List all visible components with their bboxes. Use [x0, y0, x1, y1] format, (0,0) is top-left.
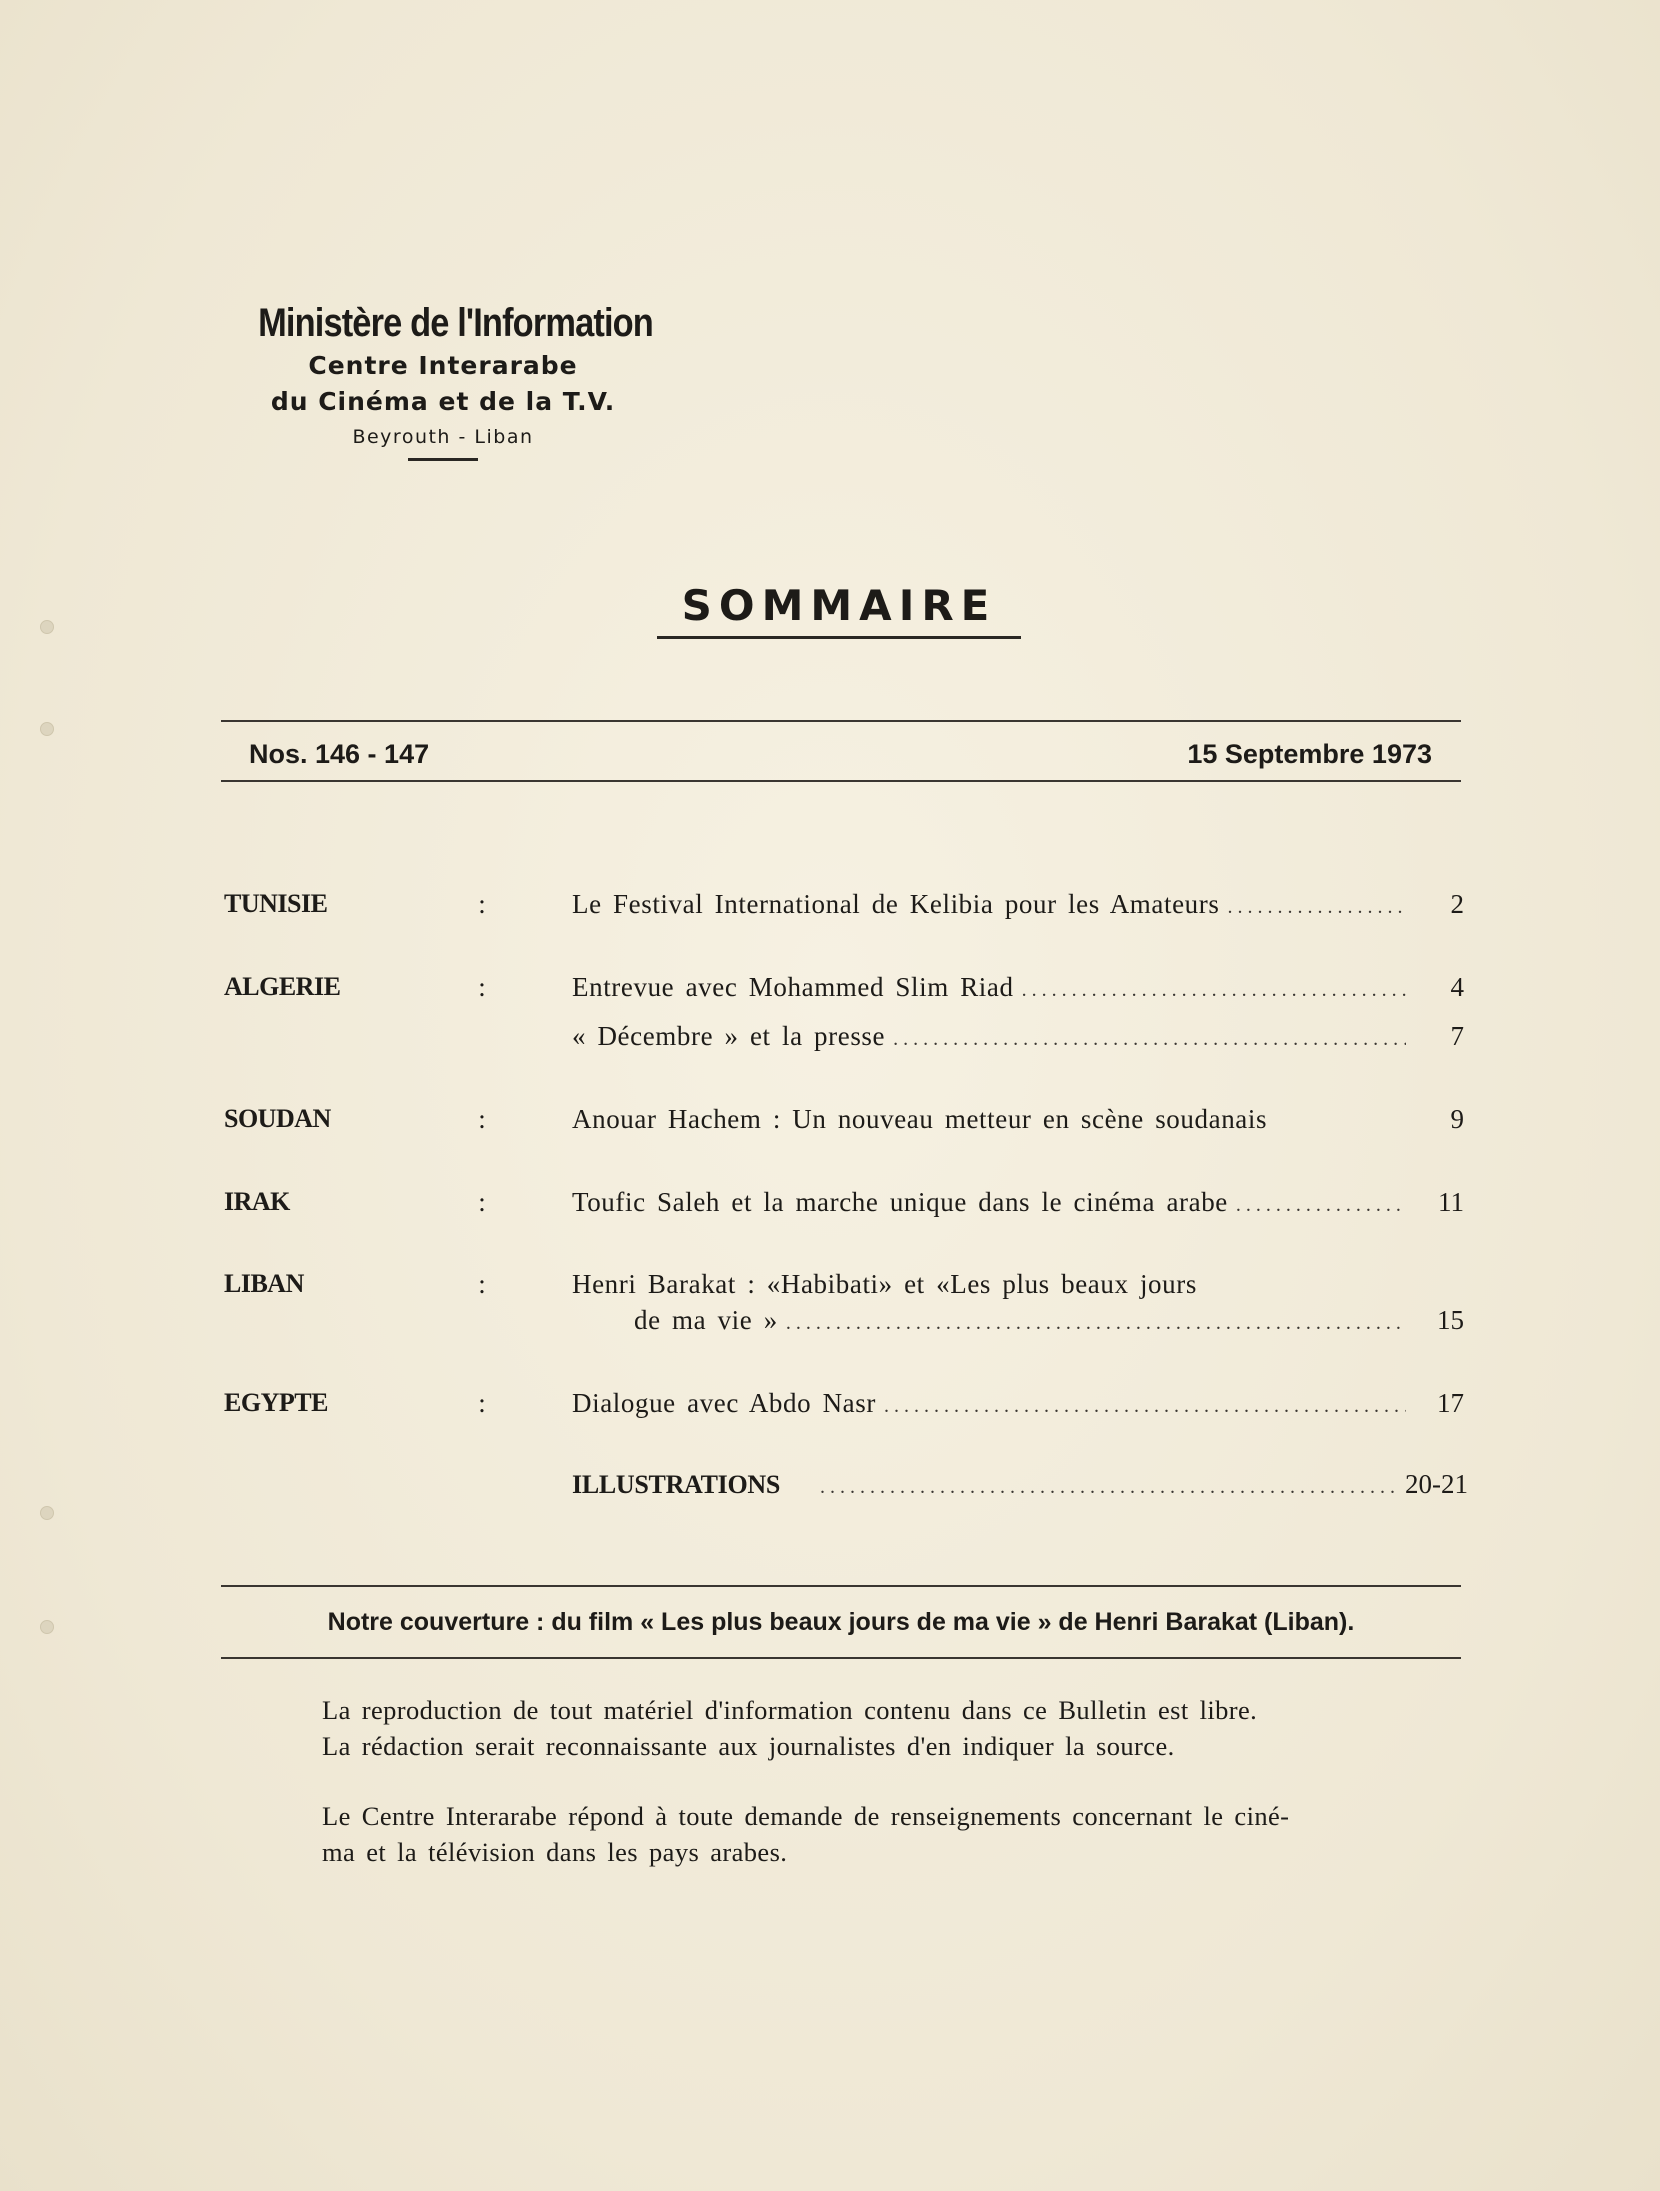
toc-entry-line-2[interactable] [572, 1300, 1464, 1340]
issue-bottom-rule [221, 780, 1461, 782]
toc-entry-title: Le Festival International de Kelibia pour les Amateurs [572, 889, 1220, 919]
toc-entry-title: « Décembre » et la presse [572, 1021, 886, 1051]
note-line: La rédaction serait reconnaissante aux journalistes d'en indiquer la source. [322, 1731, 1175, 1761]
cover-top-rule [221, 1585, 1461, 1587]
toc-entry-page: 17 [1437, 1388, 1464, 1418]
toc-entry[interactable] [572, 1016, 1464, 1056]
toc-section-egypte [224, 1383, 1464, 1423]
toc-entry[interactable] [572, 1383, 1464, 1423]
toc-entry-title-cont: de ma vie » [634, 1305, 778, 1335]
toc-entry-page: 15 [1437, 1305, 1464, 1335]
toc-entry-page: 11 [1438, 1187, 1464, 1217]
toc-entry[interactable] [572, 967, 1464, 1007]
page-title: SOMMAIRE [681, 581, 997, 630]
note-line: Le Centre Interarabe répond à toute demande de renseignements concernant le ciné- [322, 1801, 1290, 1831]
binder-mark [40, 722, 54, 736]
note-line: ma et la télévision dans les pays arabes. [322, 1837, 788, 1867]
toc-entry-page: 2 [1450, 889, 1464, 919]
toc-entry-title: Anouar Hachem : Un nouveau metteur en scène soudanais [572, 1104, 1268, 1134]
toc-section-algerie-cont [224, 1016, 1464, 1056]
leader-dots [893, 1019, 1406, 1059]
cover-note: Notre couverture : du film « Les plus beaux jours de ma vie » de Henri Barakat (Liban). [327, 1608, 1355, 1636]
toc-country: ALGERIE [224, 972, 341, 1001]
toc-country: SOUDAN [224, 1104, 331, 1133]
city: Beyrouth - Liban [352, 426, 534, 448]
toc-colon: : [478, 972, 486, 1002]
toc-entry[interactable] [572, 1182, 1464, 1222]
note-line: La reproduction de tout matériel d'information contenu dans ce Bulletin est libre. [322, 1695, 1258, 1725]
toc-colon: : [478, 1187, 486, 1217]
issue-top-rule [221, 720, 1461, 722]
centre-subtitle: du Cinéma et de la T.V. [270, 387, 616, 416]
toc-entry-title: Henri Barakat : «Habibati» et «Les plus beaux jours [572, 1269, 1197, 1299]
leader-dots [1227, 887, 1406, 927]
toc-section-algerie [224, 967, 1464, 1007]
toc-section-tunisie [224, 884, 1464, 924]
leader-dots [786, 1303, 1406, 1343]
toc-colon: : [478, 1388, 486, 1418]
leader-dots [820, 1467, 1395, 1507]
toc-colon: : [478, 889, 486, 919]
ministry-name: Ministère de l'Information [258, 301, 653, 345]
binder-mark [40, 1506, 54, 1520]
toc-entry-title: ILLUSTRATIONS [572, 1470, 781, 1499]
letterhead [228, 298, 658, 461]
toc-country: LIBAN [224, 1269, 304, 1298]
toc-entry[interactable] [572, 1464, 1468, 1504]
toc-entry-title: Dialogue avec Abdo Nasr [572, 1388, 876, 1418]
cover-bottom-rule [221, 1657, 1461, 1659]
leader-dots [1236, 1185, 1406, 1225]
toc-illustrations [224, 1464, 1468, 1504]
issue-date: 15 Septembre 1973 [1187, 739, 1432, 769]
toc-entry-title: Toufic Saleh et la marche unique dans le cinéma arabe [572, 1187, 1228, 1217]
toc-country: EGYPTE [224, 1388, 328, 1417]
header-divider [408, 458, 478, 461]
toc-section-liban [224, 1264, 1464, 1304]
toc-colon: : [478, 1104, 486, 1134]
leader-dots [884, 1386, 1406, 1426]
issue-numbers: Nos. 146 - 147 [249, 739, 430, 769]
binder-mark [40, 620, 54, 634]
toc-entry-page: 4 [1450, 972, 1464, 1002]
toc-entry-title: Entrevue avec Mohammed Slim Riad [572, 972, 1014, 1002]
toc-colon: : [478, 1269, 486, 1299]
toc-entry[interactable] [572, 884, 1464, 924]
toc-country: IRAK [224, 1187, 290, 1216]
toc-entry[interactable] [572, 1099, 1464, 1139]
leader-dots [1022, 970, 1406, 1010]
information-note [322, 1798, 1462, 1870]
toc-entry-line-1[interactable] [572, 1264, 1464, 1304]
toc-entry-page: 20-21 [1405, 1469, 1468, 1499]
toc-entry-page: 9 [1450, 1104, 1464, 1134]
toc-country: TUNISIE [224, 889, 328, 918]
title-underline [657, 636, 1021, 639]
toc-section-soudan [224, 1099, 1464, 1139]
reproduction-note [322, 1692, 1462, 1764]
toc-section-liban-cont [224, 1300, 1464, 1340]
centre-name: Centre Interarabe [308, 351, 578, 380]
toc-entry-page: 7 [1450, 1021, 1464, 1051]
binder-mark [40, 1620, 54, 1634]
toc-section-irak [224, 1182, 1464, 1222]
